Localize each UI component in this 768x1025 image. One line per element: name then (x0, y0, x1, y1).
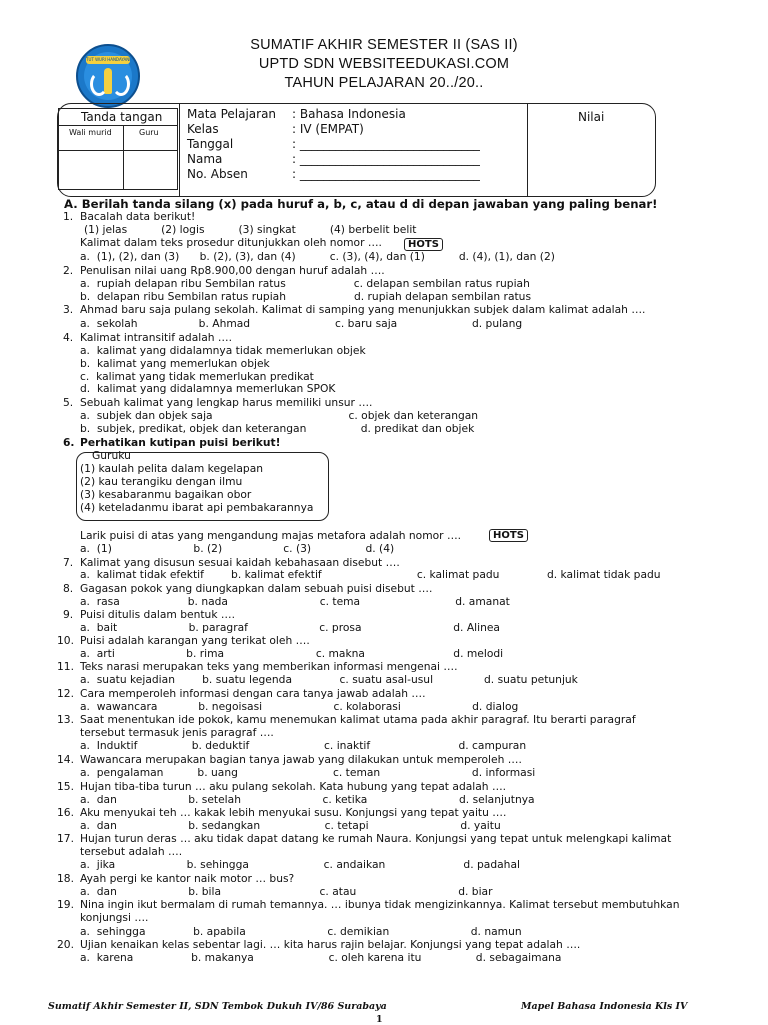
question-number: 3. (63, 303, 74, 316)
question-detail: (1) jelas (2) logis (3) singkat (4) berbelit belit (84, 223, 417, 236)
field-tanggal[interactable]: : ______________________________ (292, 137, 480, 151)
answer-options[interactable]: a. (1) b. (2) c. (3) d. (4) (80, 542, 395, 555)
answer-options[interactable]: a. pengalaman b. uang c. teman d. informasi (80, 766, 536, 779)
nilai-label: Nilai (578, 110, 605, 124)
field-nama[interactable]: : ______________________________ (292, 152, 480, 166)
question-number: 16. (57, 806, 74, 819)
header-school: UPTD SDN WEBSITEEDUKASI.COM (258, 56, 510, 72)
question-number: 12. (57, 687, 74, 700)
question-number: 9. (63, 608, 74, 621)
section-a-instruction: A. Berilah tanda silang (x) pada huruf a, b, c, atau d di depan jawaban yang paling benar! (64, 197, 658, 211)
question-text: Ayah pergi ke kantor naik motor … bus? (80, 872, 295, 885)
value-mapel: : Bahasa Indonesia (292, 107, 406, 121)
question-text: Nina ingin ikut bermalam di rumah temannya. … ibunya tidak mengizinkannya. Kalimat tersebut membutuhkan (80, 898, 680, 911)
question-detail: (3) kesabaranmu bagaikan obor (80, 488, 252, 501)
label-mapel: Mata Pelajaran (187, 107, 277, 121)
page-number: 1 (376, 1014, 383, 1025)
label-kelas: Kelas (187, 122, 219, 136)
label-nama: Nama (187, 152, 223, 166)
question-text: Teks narasi merupakan teks yang memberikan informasi mengenai …. (80, 660, 458, 673)
question-text: Kalimat yang disusun sesuai kaidah kebahasaan disebut …. (80, 556, 400, 569)
question-text: Puisi adalah karangan yang terikat oleh …. (80, 634, 310, 647)
hots-badge: HOTS (489, 529, 528, 542)
question-number: 13. (57, 713, 74, 726)
answer-options[interactable]: a. sehingga b. apabila c. demikian d. namun (80, 925, 522, 938)
question-text: Puisi ditulis dalam bentuk …. (80, 608, 235, 621)
question-number: 6. (63, 436, 75, 449)
answer-options[interactable]: a. wawancara b. negoisasi c. kolaborasi d. dialog (80, 700, 519, 713)
question-number: 7. (63, 556, 74, 569)
question-text: Gagasan pokok yang diungkapkan dalam sebuah puisi disebut …. (80, 582, 433, 595)
answer-options[interactable]: a. rasa b. nada c. tema d. amanat (80, 595, 510, 608)
footer-left: Sumatif Akhir Semester II, SDN Tembok Dukuh IV/86 Surabaya (48, 1001, 387, 1012)
answer-options[interactable]: a. dan b. sedangkan c. tetapi d. yaitu (80, 819, 501, 832)
question-detail: (2) kau terangiku dengan ilmu (80, 475, 243, 488)
answer-options[interactable]: a. karena b. makanya c. oleh karena itu d. sebagaimana (80, 951, 562, 964)
hots-badge: HOTS (404, 238, 443, 251)
answer-options[interactable]: a. kalimat yang didalamnya tidak memerlukan objek (80, 344, 366, 357)
answer-options[interactable]: a. dan b. bila c. atau d. biar (80, 885, 493, 898)
answer-options[interactable]: a. bait b. paragraf c. prosa d. Alinea (80, 621, 500, 634)
question-detail: Guruku (92, 449, 131, 462)
question-text: Cara memperoleh informasi dengan cara tanya jawab adalah …. (80, 687, 426, 700)
question-number: 4. (63, 331, 74, 344)
question-number: 17. (57, 832, 74, 845)
answer-options[interactable]: b. subjek, predikat, objek dan keterangan d. predikat dan objek (80, 422, 475, 435)
answer-options[interactable]: a. suatu kejadian b. suatu legenda c. suatu asal-usul d. suatu petunjuk (80, 673, 578, 686)
answer-options[interactable]: a. subjek dan objek saja c. objek dan keterangan (80, 409, 479, 422)
question-number: 8. (63, 582, 74, 595)
question-number: 15. (57, 780, 74, 793)
question-text: Kalimat intransitif adalah …. (80, 331, 233, 344)
question-number: 19. (57, 898, 74, 911)
question-detail: (1) kaulah pelita dalam kegelapan (80, 462, 264, 475)
signature-title: Tanda tangan (81, 110, 163, 124)
logo-motto: TUT WURI HANDAYANI (86, 57, 130, 62)
question-detail: tersebut termasuk jenis paragraf …. (80, 726, 274, 739)
question-number: 20. (57, 938, 74, 951)
label-tanggal: Tanggal (187, 137, 234, 151)
question-number: 18. (57, 872, 74, 885)
question-detail: Larik puisi di atas yang mengandung majas metafora adalah nomor …. (80, 529, 462, 542)
question-text: Wawancara merupakan bagian tanya jawab yang dilakukan untuk memperoleh …. (80, 753, 522, 766)
question-detail: tersebut adalah …. (80, 845, 183, 858)
answer-options[interactable]: a. dan b. setelah c. ketika d. selanjutnya (80, 793, 535, 806)
label-absen: No. Absen (187, 167, 248, 181)
answer-options[interactable]: c. kalimat yang tidak memerlukan predikat (80, 370, 314, 383)
guru-label: Guru (139, 128, 159, 137)
answer-options[interactable]: a. sekolah b. Ahmad c. baru saja d. pulang (80, 317, 523, 330)
question-detail: konjungsi …. (80, 911, 149, 924)
value-kelas: : IV (EMPAT) (292, 122, 364, 136)
question-number: 5. (63, 396, 74, 409)
field-absen[interactable]: : ______________________________ (292, 167, 480, 181)
question-detail: Kalimat dalam teks prosedur ditunjukkan oleh nomor …. (80, 236, 382, 249)
question-number: 14. (57, 753, 74, 766)
question-text: Ahmad baru saja pulang sekolah. Kalimat di samping yang menunjukkan subjek dalam kalimat adalah …. (80, 303, 646, 316)
answer-options[interactable]: a. (1), (2), dan (3) b. (2), (3), dan (4) c. (3), (4), dan (1) d. (4), (1), dan (2) (80, 250, 555, 263)
question-number: 10. (57, 634, 74, 647)
answer-options[interactable]: b. delapan ribu Sembilan ratus rupiah d. rupiah delapan sembilan ratus (80, 290, 532, 303)
question-text: Aku menyukai teh … kakak lebih menyukai susu. Konjungsi yang tepat yaitu …. (80, 806, 507, 819)
header-year: TAHUN PELAJARAN 20../20.. (284, 75, 484, 91)
answer-options[interactable]: b. kalimat yang memerlukan objek (80, 357, 270, 370)
question-number: 11. (57, 660, 74, 673)
footer-right: Mapel Bahasa Indonesia Kls IV (521, 1001, 688, 1012)
answer-options[interactable]: a. rupiah delapan ribu Sembilan ratus c. delapan sembilan ratus rupiah (80, 277, 530, 290)
signature-table (58, 108, 178, 190)
answer-options[interactable]: a. kalimat tidak efektif b. kalimat efektif c. kalimat padu d. kalimat tidak padu (80, 568, 661, 581)
question-text: Bacalah data berikut! (80, 210, 196, 223)
question-text: Sebuah kalimat yang lengkap harus memiliki unsur …. (80, 396, 373, 409)
question-text: Ujian kenaikan kelas sebentar lagi. … kita harus rajin belajar. Konjungsi yang tepat adalah …. (80, 938, 581, 951)
question-text: Hujan turun deras … aku tidak dapat datang ke rumah Naura. Konjungsi yang tepat untuk melengkapi kalimat (80, 832, 672, 845)
answer-options[interactable]: d. kalimat yang didalamnya memerlukan SPOK (80, 382, 336, 395)
question-detail: (4) keteladanmu ibarat api pembakarannya (80, 501, 314, 514)
header-title: SUMATIF AKHIR SEMESTER II (SAS II) (250, 37, 518, 53)
question-number: 2. (63, 264, 74, 277)
question-text: Saat menentukan ide pokok, kamu menemukan kalimat utama pada akhir paragraf. Itu berarti paragraf (80, 713, 636, 726)
question-number: 1. (63, 210, 74, 223)
question-text: Hujan tiba-tiba turun … aku pulang sekolah. Kata hubung yang tepat adalah …. (80, 780, 507, 793)
answer-options[interactable]: a. jika b. sehingga c. andaikan d. padahal (80, 858, 520, 871)
question-text: Penulisan nilai uang Rp8.900,00 dengan huruf adalah …. (80, 264, 385, 277)
answer-options[interactable]: a. Induktif b. deduktif c. inaktif d. campuran (80, 739, 527, 752)
wali-murid-label: Wali murid (69, 128, 112, 137)
answer-options[interactable]: a. arti b. rima c. makna d. melodi (80, 647, 504, 660)
question-text: Perhatikan kutipan puisi berikut! (80, 436, 281, 449)
